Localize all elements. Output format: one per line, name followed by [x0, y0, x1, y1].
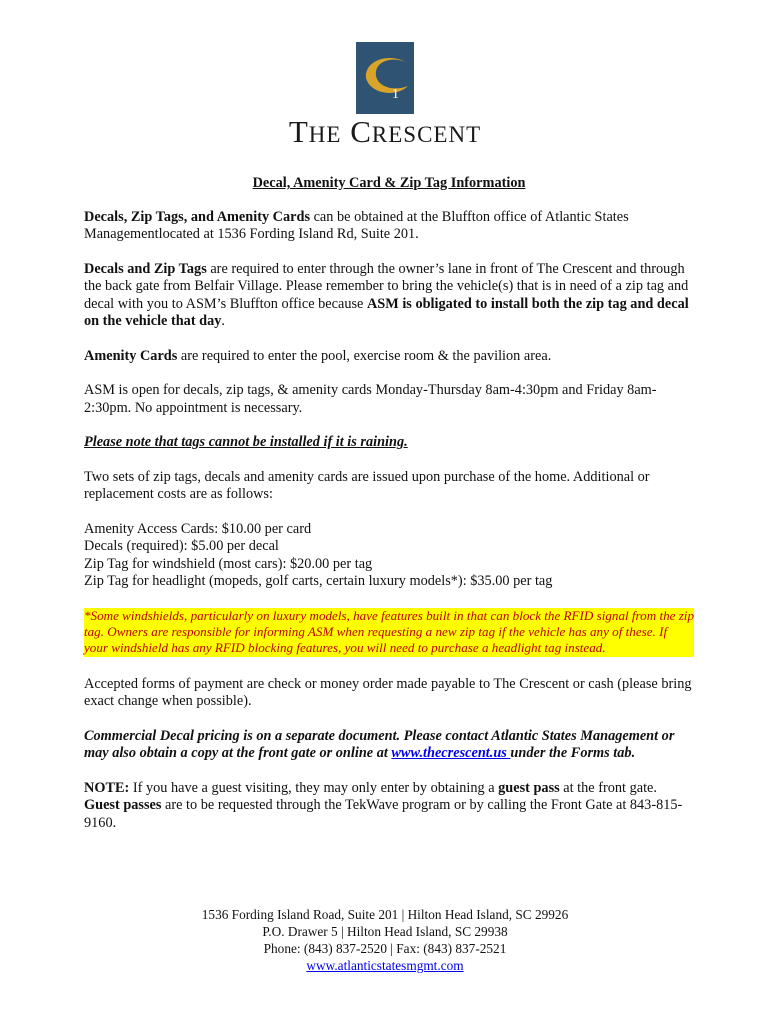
- footer-line: Phone: (843) 837-2520 | Fax: (843) 837-2521: [263, 941, 507, 956]
- management-website-link[interactable]: www.atlanticstatesmgmt.com: [306, 958, 464, 973]
- document-body: [84, 175, 694, 849]
- paragraph-commercial: Commercial Decal pricing is on a separate document. Please contact Atlantic States Management or may also obtain a copy at the front gate or online at www.thecrescent.us under the Forms tab.: [84, 727, 675, 762]
- cost-item: Amenity Access Cards: $10.00 per card: [84, 520, 312, 537]
- cost-item: Zip Tag for windshield (most cars): $20.00 per tag: [84, 555, 373, 572]
- page-title: Decal, Amenity Card & Zip Tag Information: [252, 175, 526, 191]
- paragraph-issued: Two sets of zip tags, decals and amenity cards are issued upon purchase of the home. Additional or replacement costs are as follows:: [84, 468, 650, 502]
- paragraph-decals-required: Decals and Zip Tags are required to enter through the owner’s lane in front of The Crescent and through the back gate from Belfair Village. Please remember to bring the vehicle(s) that is in need of a zip tag and decal with you to ASM’s Bluffton office because ASM is obligated to install both the zip tag and decal on the vehicle that day.: [84, 260, 689, 329]
- cost-list: [84, 521, 694, 591]
- crescent-logo: [356, 42, 414, 114]
- paragraph-guest: NOTE: If you have a guest visiting, they may only enter by obtaining a guest pass at the front gate. Guest passes are to be requested through the TekWave program or by calling the Front Gate at 843-815-9160.: [84, 779, 683, 831]
- rfid-warning: *Some windshields, particularly on luxury models, have features built in that can block the RFID signal from the zip tag. Owners are responsible for informing ASM when requesting a new zip tag if the vehicle has any of these. If your windshield has any RFID blocking features, you will need to purchase a headlight tag instead.: [84, 607, 694, 656]
- footer-line: P.O. Drawer 5 | Hilton Head Island, SC 29938: [262, 924, 508, 939]
- logo-number: 1: [392, 87, 399, 102]
- footer-line: 1536 Fording Island Road, Suite 201 | Hilton Head Island, SC 29926: [201, 907, 569, 922]
- footer-address: [0, 906, 770, 974]
- paragraph-obtain: Decals, Zip Tags, and Amenity Cards can be obtained at the Bluffton office of Atlantic States Managementlocated at 1536 Fording Island Rd, Suite 201.: [84, 208, 629, 242]
- rain-note: Please note that tags cannot be installed if it is raining.: [84, 434, 408, 450]
- paragraph-hours: ASM is open for decals, zip tags, & amenity cards Monday-Thursday 8am-4:30pm and Friday 8am-2:30pm. No appointment is necessary.: [84, 382, 657, 416]
- cost-item: Zip Tag for headlight (mopeds, golf carts, certain luxury models*): $35.00 per tag: [84, 573, 553, 589]
- crescent-website-link[interactable]: www.thecrescent.us: [391, 745, 511, 762]
- cost-item: Decals (required): $5.00 per decal: [84, 538, 279, 554]
- paragraph-amenity-cards: Amenity Cards are required to enter the pool, exercise room & the pavilion area.: [84, 347, 552, 364]
- paragraph-payment: Accepted forms of payment are check or money order made payable to The Crescent or cash (please bring exact change when possible).: [84, 675, 692, 710]
- brand-name: THE CRESCENT: [288, 114, 482, 149]
